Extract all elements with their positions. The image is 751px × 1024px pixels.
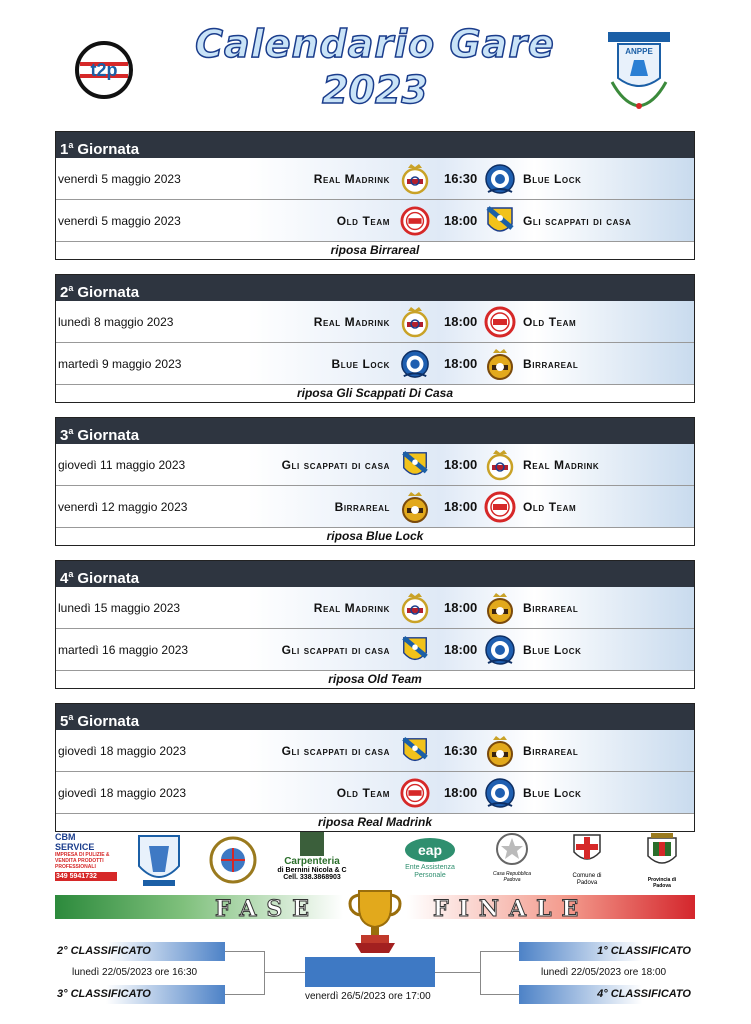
right-top-seed: 1° CLASSIFICATO — [519, 942, 695, 961]
gli-scappati-di-casa-crest-icon — [400, 734, 430, 768]
real-madrink-crest-icon — [400, 162, 430, 196]
round-number: 4 — [60, 570, 69, 587]
right-semifinal-date: lunedì 22/05/2023 ore 18:00 — [541, 967, 667, 978]
match-row — [56, 343, 694, 385]
right-connector — [435, 972, 480, 973]
match-date: lunedì 15 maggio 2023 — [58, 601, 181, 615]
match-time: 18:00 — [444, 356, 478, 371]
match-date: venerdì 12 maggio 2023 — [58, 500, 188, 514]
blue-lock-crest-icon — [484, 776, 516, 810]
match-row — [56, 444, 694, 486]
match-time: 18:00 — [444, 499, 478, 514]
left-bottom-seed: 3° CLASSIFICATO — [55, 985, 225, 1004]
round-number: 3 — [60, 427, 69, 444]
provincia-padova-logo: Provincia di Padova — [639, 832, 685, 889]
match-date: giovedì 11 maggio 2023 — [58, 458, 186, 472]
home-team: Birrareal — [334, 500, 390, 514]
carpenteria-logo: Carpenteria di Bernini Nicola & C Cell. 338.3868903 — [267, 832, 357, 881]
home-team: Real Madrink — [313, 315, 390, 329]
home-team: Gli scappati di casa — [281, 643, 390, 657]
resting-team: riposa Gli Scappati Di Casa — [296, 386, 454, 400]
round-number-suffix: a — [68, 283, 74, 293]
match-date: giovedì 18 maggio 2023 — [58, 786, 187, 800]
home-team: Gli scappati di casa — [281, 744, 390, 758]
round-number: 1 — [60, 141, 69, 158]
blue-lock-crest-icon — [400, 347, 430, 381]
round-5 — [55, 703, 695, 832]
match-row — [56, 486, 694, 528]
match-date: venerdì 5 maggio 2023 — [58, 214, 181, 228]
final-date: venerdì 26/5/2023 ore 17:00 — [305, 991, 431, 1002]
away-team: Birrareal — [523, 744, 579, 758]
round-1 — [55, 131, 695, 260]
home-team: Real Madrink — [313, 601, 390, 615]
fase-word: FASE — [215, 896, 320, 922]
eap-logo: eap Ente Assistenza Personale — [400, 832, 460, 880]
match-row — [56, 772, 694, 814]
round-header — [56, 132, 694, 158]
gli-scappati-di-casa-crest-icon — [400, 633, 430, 667]
round-label: Giornata — [77, 141, 140, 158]
match-time: 16:30 — [444, 743, 478, 758]
page-title — [160, 22, 590, 112]
anppe-logo — [604, 30, 674, 112]
svg-text:t2p: t2p — [90, 60, 118, 80]
match-date: lunedì 8 maggio 2023 — [58, 315, 174, 329]
match-row — [56, 158, 694, 200]
old-team-crest-icon — [484, 490, 516, 524]
shield-logo — [135, 832, 183, 890]
old-team-crest-icon — [400, 204, 430, 238]
match-row — [56, 200, 694, 242]
match-time: 18:00 — [444, 600, 478, 615]
birrareal-crest-icon — [400, 490, 430, 524]
resting-team: riposa Blue Lock — [326, 529, 424, 543]
blue-lock-crest-icon — [484, 633, 516, 667]
away-team: Old Team — [523, 315, 577, 329]
left-bracket-line — [225, 951, 265, 995]
repubblica-emblem: Casa Repubblica Padova — [487, 832, 537, 883]
real-madrink-crest-icon — [400, 591, 430, 625]
match-time: 16:30 — [444, 171, 478, 186]
left-semifinal-date: lunedì 22/05/2023 ore 16:30 — [72, 967, 198, 978]
provincia-crest-icon — [645, 832, 679, 872]
birrareal-crest-icon — [484, 347, 516, 381]
cross-shield-icon — [571, 832, 603, 868]
left-connector — [265, 972, 305, 973]
comune-padova-logo: Comune di Padova — [567, 832, 607, 887]
old-team-crest-icon — [484, 305, 516, 339]
resting-team: riposa Old Team — [328, 672, 422, 686]
birrareal-crest-icon — [484, 591, 516, 625]
match-row — [56, 730, 694, 772]
round-2 — [55, 274, 695, 403]
right-bottom-seed: 4° CLASSIFICATO — [519, 985, 695, 1004]
match-row — [56, 629, 694, 671]
round-number-suffix: a — [68, 140, 74, 150]
finale-word: FINALE — [433, 896, 589, 922]
match-time: 18:00 — [444, 642, 478, 657]
real-madrink-crest-icon — [400, 305, 430, 339]
title-main: Calendario Gare — [195, 22, 555, 66]
t2p-logo — [72, 40, 136, 100]
match-time: 18:00 — [444, 314, 478, 329]
right-bracket-line — [480, 951, 519, 995]
away-team: Birrareal — [523, 601, 579, 615]
away-team: Birrareal — [523, 357, 579, 371]
away-team: Real Madrink — [523, 458, 600, 472]
resting-team: riposa Real Madrink — [317, 815, 433, 829]
round-4 — [55, 560, 695, 689]
match-row — [56, 587, 694, 629]
left-top-seed: 2° CLASSIFICATO — [55, 942, 225, 961]
home-team: Gli scappati di casa — [281, 458, 390, 472]
round-label: Giornata — [77, 284, 140, 301]
match-date: giovedì 18 maggio 2023 — [58, 744, 187, 758]
round-label: Giornata — [77, 427, 140, 444]
sponsor-strip — [55, 832, 695, 892]
round-header — [56, 561, 694, 587]
match-row — [56, 301, 694, 343]
away-team: Gli scappati di casa — [523, 214, 632, 228]
round-label: Giornata — [77, 713, 140, 730]
round-header — [56, 418, 694, 444]
match-time: 18:00 — [444, 785, 478, 800]
round-header — [56, 704, 694, 730]
trophy-icon — [345, 885, 405, 955]
match-date: venerdì 5 maggio 2023 — [58, 172, 181, 186]
gli-scappati-di-casa-crest-icon — [400, 448, 430, 482]
real-madrink-crest-icon — [484, 448, 516, 482]
resting-team: riposa Birrareal — [330, 243, 420, 257]
away-team: Blue Lock — [523, 786, 582, 800]
home-team: Blue Lock — [331, 357, 390, 371]
match-time: 18:00 — [444, 457, 478, 472]
round-number-suffix: a — [68, 712, 74, 722]
gli-scappati-di-casa-crest-icon — [484, 204, 516, 238]
round-3 — [55, 417, 695, 546]
round-header — [56, 275, 694, 301]
home-team: Old Team — [336, 786, 390, 800]
match-time: 18:00 — [444, 213, 478, 228]
birrareal-crest-icon — [484, 734, 516, 768]
star-emblem-icon — [495, 832, 529, 866]
away-team: Blue Lock — [523, 643, 582, 657]
svg-text:ANPPE: ANPPE — [625, 47, 653, 56]
blue-lock-crest-icon — [484, 162, 516, 196]
round-number: 5 — [60, 713, 69, 730]
globe-crest-logo — [203, 832, 263, 890]
home-team: Real Madrink — [313, 172, 390, 186]
home-team: Old Team — [336, 214, 390, 228]
round-label: Giornata — [77, 570, 140, 587]
away-team: Old Team — [523, 500, 577, 514]
round-number-suffix: a — [68, 426, 74, 436]
cbm-service-logo: CBM SERVICE IMPRESA DI PULIZIE & VENDITA PRODOTTI PROFESSIONALI 349 5941732 — [55, 832, 117, 890]
round-number-suffix: a — [68, 569, 74, 579]
old-team-crest-icon — [400, 776, 430, 810]
away-team: Blue Lock — [523, 172, 582, 186]
round-number: 2 — [60, 284, 69, 301]
final-match-box — [305, 957, 435, 987]
match-date: martedì 9 maggio 2023 — [58, 357, 182, 371]
title-year: 2023 — [322, 68, 428, 112]
match-date: martedì 16 maggio 2023 — [58, 643, 189, 657]
